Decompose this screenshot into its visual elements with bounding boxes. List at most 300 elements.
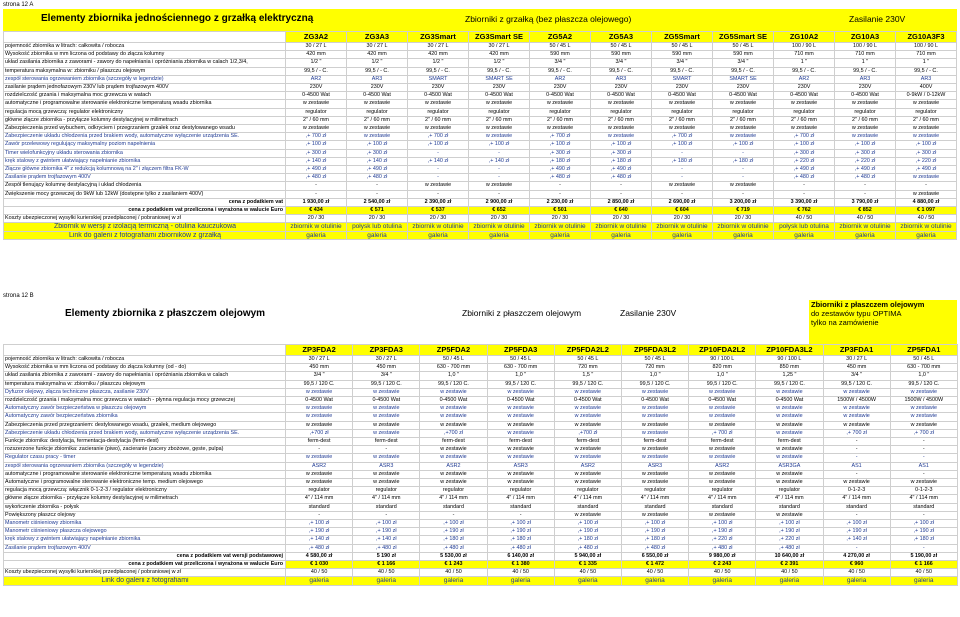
insulation-link[interactable]: połysk lub otulina: [774, 223, 835, 231]
table-cell: ,+ 180 zł: [554, 536, 621, 544]
optima-box-line: do zestawów typu OPTIMA: [811, 309, 902, 318]
euro-price-cell: € 852: [835, 207, 896, 215]
row-label: kręk stalowy z gwintem ułatwiający napełnianie zbiornika: [4, 157, 286, 165]
table-cell: 590 mm: [591, 51, 652, 59]
table-cell: ,+ 100 zł: [286, 141, 347, 149]
price-cell: 2 850,00 zł: [591, 198, 652, 206]
table-cell: 4" / 114 mm: [353, 495, 420, 503]
table-cell: w zestawie: [408, 125, 469, 133]
table-cell: AR2: [530, 75, 591, 83]
table-cell: w zestawie: [896, 133, 957, 141]
table-cell: 99,5 / 120 C.: [353, 380, 420, 388]
table-cell: 99,5 / - C.: [896, 67, 957, 75]
euro-price-cell: € 501: [530, 207, 591, 215]
table-cell: ,+ 700 zł: [774, 133, 835, 141]
gallery-link[interactable]: galeria: [347, 231, 408, 239]
table-cell: 230V: [591, 84, 652, 92]
table-cell: w zestawie: [408, 182, 469, 190]
row-label: rozszerzone funkcje zbiornika: zacieranie (piwo), zacieranie (zacery zbożowe, gęste, pulpa): [4, 446, 286, 454]
table-cell: regulator: [756, 487, 823, 495]
table-cell: 3/4 ": [530, 59, 591, 67]
gallery-link[interactable]: galeria: [823, 577, 890, 585]
gallery-link[interactable]: galeria: [487, 577, 554, 585]
table-cell: AR3: [591, 75, 652, 83]
table-cell: -: [408, 190, 469, 198]
gallery-link[interactable]: galeria: [689, 577, 756, 585]
table-cell: w zestawie: [713, 100, 774, 108]
table-row: [4, 528, 958, 536]
table-cell: 1/2 ": [347, 59, 408, 67]
table-cell: -: [347, 190, 408, 198]
table-cell: w zestawie: [420, 413, 487, 421]
gallery-link[interactable]: galeria: [420, 577, 487, 585]
table-row: [4, 116, 957, 124]
table-cell: w zestawie: [554, 479, 621, 487]
table-cell: -: [713, 174, 774, 182]
insulation-link[interactable]: połysk lub otulina: [347, 223, 408, 231]
table-cell: -: [713, 190, 774, 198]
table-row: [4, 190, 957, 198]
table-cell: w zestawie: [835, 125, 896, 133]
insulation-link[interactable]: zbiornik w otulinie: [713, 223, 774, 231]
table-cell: w zestawie: [420, 388, 487, 396]
table-cell: ,+ 480 zł: [756, 544, 823, 552]
table-cell: ,+ 100 zł: [689, 520, 756, 528]
table-row: [4, 182, 957, 190]
table-cell: regulator: [835, 108, 896, 116]
table-cell: ,+ 140 zł: [353, 536, 420, 544]
table-cell: 1/2 ": [469, 59, 530, 67]
table-cell: 99,5 / - C.: [713, 67, 774, 75]
table-cell: ,+ 100 zł: [896, 141, 957, 149]
table-cell: w zestawie: [469, 133, 530, 141]
table-cell: w zestawie: [554, 413, 621, 421]
euro-price-row-label: cena z podatkiem vat przeliczona i wyrażona w walucie Euro: [4, 561, 286, 569]
table-cell: ferm-dest: [554, 438, 621, 446]
table-cell: ,+ 180 zł: [591, 157, 652, 165]
table-cell: 99,5 / 120 C.: [621, 380, 688, 388]
table-cell: w zestawie: [420, 421, 487, 429]
price-row-label: cena z podatkiem vat wersji podstawowej: [4, 552, 286, 560]
gallery-link[interactable]: galeria: [408, 231, 469, 239]
table-cell: AR3: [896, 75, 957, 83]
table-cell: ,+ 480 zł: [286, 174, 347, 182]
table-row: [4, 405, 958, 413]
row-label: automatyczne i programowalne sterowanie elektroniczne temperaturą wsadu zbiornika: [4, 100, 286, 108]
section-a-table: [3, 31, 957, 240]
model-code-header: ZP10FDA3L2: [756, 345, 823, 356]
table-cell: 450 mm: [823, 364, 890, 372]
table-cell: w zestawie: [286, 125, 347, 133]
table-cell: standard: [554, 503, 621, 511]
table-cell: ,+ 480 zł: [487, 544, 554, 552]
table-cell: ,+ 480 zł: [554, 544, 621, 552]
table-cell: -: [774, 182, 835, 190]
table-cell: 99,5 / - C.: [469, 67, 530, 75]
table-cell: 30 / 27 L: [353, 356, 420, 364]
table-cell: 4" / 114 mm: [487, 495, 554, 503]
table-cell: w zestawie: [554, 470, 621, 478]
table-cell: ,+ 490 zł: [530, 166, 591, 174]
table-cell: 0-4500 Wat: [835, 92, 896, 100]
table-cell: 0-4500 Wat: [621, 397, 688, 405]
table-cell: AR2: [286, 75, 347, 83]
gallery-link[interactable]: galeria: [554, 577, 621, 585]
table-cell: 4" / 114 mm: [823, 495, 890, 503]
row-label: rozdzielczość grzania i maksymalna moc grzewcza w watach - płynna regulacja mocy grzewczej: [4, 397, 286, 405]
insulation-link[interactable]: zbiornik w otulinie: [530, 223, 591, 231]
price-row: [4, 198, 957, 206]
table-cell: w zestawie: [286, 479, 353, 487]
insulation-link[interactable]: zbiornik w otulinie: [408, 223, 469, 231]
table-cell: 710 mm: [835, 51, 896, 59]
table-cell: standard: [286, 503, 353, 511]
table-cell: -: [469, 149, 530, 157]
table-cell: regulator: [469, 108, 530, 116]
table-cell: ,+ 100 zł: [347, 141, 408, 149]
table-cell: 99,5 / 120 C.: [689, 380, 756, 388]
optima-box-title: Zbiorniki z płaszczem olejowym: [811, 300, 925, 309]
euro-price-cell: € 604: [652, 207, 713, 215]
table-row: [4, 67, 957, 75]
table-cell: ,+ 700 zł: [286, 133, 347, 141]
table-cell: ,+ 180 zł: [530, 157, 591, 165]
gallery-link[interactable]: galeria: [652, 231, 713, 239]
euro-price-cell: € 1 030: [286, 561, 353, 569]
gallery-link[interactable]: galeria: [713, 231, 774, 239]
table-cell: ,+ 100 zł: [530, 141, 591, 149]
insulation-link[interactable]: zbiornik w otulinie: [286, 223, 347, 231]
table-cell: standard: [823, 503, 890, 511]
table-cell: 2" / 60 mm: [835, 116, 896, 124]
row-label: Powiększony płaszcz olejowy: [4, 511, 286, 519]
table-cell: w zestawie: [286, 388, 353, 396]
table-cell: w zestawie: [621, 511, 688, 519]
table-row: [4, 43, 957, 51]
table-cell: -: [286, 511, 353, 519]
table-cell: ,+ 140 zł: [286, 157, 347, 165]
table-cell: 0-4500 Wat: [713, 92, 774, 100]
section-a-header: [3, 9, 957, 31]
table-cell: w zestawie: [652, 125, 713, 133]
table-cell: ,+ 180 zł: [652, 157, 713, 165]
table-cell: 100 / 90 L: [896, 43, 957, 51]
row-label: regulacja mocą grzewczą: włącznik 0-1-2-3 / regulator elektroniczny: [4, 487, 286, 495]
table-cell: -: [286, 190, 347, 198]
table-cell: regulator: [286, 108, 347, 116]
table-cell: ASR3: [353, 462, 420, 470]
insulation-link[interactable]: zbiornik w otulinie: [469, 223, 530, 231]
table-cell: 1,0 ": [689, 372, 756, 380]
table-cell: regulator: [689, 487, 756, 495]
table-cell: w zestawie: [353, 454, 420, 462]
table-cell: w zestawie: [835, 100, 896, 108]
table-cell: 420 mm: [408, 51, 469, 59]
table-cell: 1/2 ": [286, 59, 347, 67]
insulation-link-row-label: Zbiornik w wersji z izolacją termiczną - otulina kauczukowa: [4, 223, 286, 231]
table-cell: 100 / 90 L: [835, 43, 896, 51]
table-cell: -: [530, 182, 591, 190]
table-cell: w zestawie: [774, 125, 835, 133]
euro-price-cell: € 2 391: [756, 561, 823, 569]
shipping-cell: 20 / 30: [591, 215, 652, 223]
table-cell: 0-4500 Wat: [469, 92, 530, 100]
model-code-header: ZG5A3: [591, 32, 652, 43]
row-label: Automatyczny zawór bezpieczeństwa zbiornika: [4, 413, 286, 421]
price-cell: 4 270,00 zł: [823, 552, 890, 560]
price-cell: 5 530,00 zł: [420, 552, 487, 560]
euro-price-row-label: cena z podatkiem vat przeliczona i wyrażona w walucie Euro: [4, 207, 286, 215]
gallery-link[interactable]: galeria: [756, 577, 823, 585]
shipping-cell: 40 / 50: [420, 569, 487, 577]
table-cell: 50 / 45 L: [591, 43, 652, 51]
table-cell: regulator: [652, 108, 713, 116]
table-cell: -: [420, 511, 487, 519]
table-cell: ,+ 190 zł: [554, 528, 621, 536]
table-cell: ,+ 100 zł: [286, 520, 353, 528]
gallery-link[interactable]: galeria: [774, 231, 835, 239]
model-code-header: ZP5FDA3L2: [621, 345, 688, 356]
shipping-cell: 40 / 50: [835, 215, 896, 223]
table-cell: ASR2: [689, 462, 756, 470]
table-cell: w zestawie: [469, 100, 530, 108]
table-cell: -: [713, 166, 774, 174]
table-cell: 0-4500 Wat: [591, 92, 652, 100]
shipping-row-label: Koszty ubezpieczonej wysyłki kurierskiej przedpłaconej / pobraniowej w zł: [4, 569, 286, 577]
table-cell: w zestawie: [286, 405, 353, 413]
table-cell: w zestawie: [756, 479, 823, 487]
table-cell: ,+ 700 zł: [652, 133, 713, 141]
row-label: Zabezpieczenie układu chłodzenia przed brakiem wody, automatyczne wyłączenie urządzenia SE.: [4, 429, 286, 437]
table-cell: -: [353, 446, 420, 454]
table-cell: 1,0 ": [890, 372, 957, 380]
table-cell: w zestawie: [756, 413, 823, 421]
table-cell: w zestawie: [353, 470, 420, 478]
table-cell: w zestawie: [823, 405, 890, 413]
gallery-link[interactable]: galeria: [530, 231, 591, 239]
table-cell: ASR2: [554, 462, 621, 470]
row-label: automatyczne i programowalne sterowanie elektroniczne temperaturą wsadu zbiornika: [4, 470, 286, 478]
table-cell: 2" / 60 mm: [713, 116, 774, 124]
table-cell: 30 / 27 L: [347, 43, 408, 51]
table-cell: standard: [420, 503, 487, 511]
table-cell: -: [890, 446, 957, 454]
row-label: Zabezpieczenia przed przegrzaniem: destylowanego wsadu, grzałek, medium olejowego: [4, 421, 286, 429]
table-cell: ,+ 100 zł: [835, 141, 896, 149]
row-label: Zespół tlenujący kolumnę destylacyjną i układ chłodzenia: [4, 182, 286, 190]
gallery-link-row: [4, 577, 958, 585]
table-cell: w zestawie: [756, 421, 823, 429]
table-cell: 590 mm: [530, 51, 591, 59]
table-cell: ,+ 100 zł: [554, 520, 621, 528]
table-cell: w zestawie: [591, 100, 652, 108]
table-cell: 820 mm: [689, 364, 756, 372]
model-code-header: ZG10A3: [835, 32, 896, 43]
table-cell: -: [469, 174, 530, 182]
table-cell: -: [286, 182, 347, 190]
euro-price-cell: € 1 380: [487, 561, 554, 569]
shipping-cell: 40 / 50: [774, 215, 835, 223]
table-cell: 50 / 45 L: [652, 43, 713, 51]
table-cell: -: [530, 190, 591, 198]
table-cell: 590 mm: [652, 51, 713, 59]
model-code-header: ZP3FDA3: [353, 345, 420, 356]
table-cell: ASR3: [621, 462, 688, 470]
table-cell: ferm-dest: [621, 438, 688, 446]
euro-price-cell: € 640: [591, 207, 652, 215]
table-cell: 230V: [652, 84, 713, 92]
table-cell: standard: [689, 503, 756, 511]
table-cell: ,+ 490 zł: [835, 166, 896, 174]
euro-price-cell: € 960: [823, 561, 890, 569]
table-row: [4, 511, 958, 519]
row-label: zespół sterowania ogrzewaniem zbiornika (szczegóły w legendzie): [4, 75, 286, 83]
insulation-link[interactable]: zbiornik w otulinie: [896, 223, 957, 231]
section-b-title: Elementy zbiornika z płaszczem olejowym: [65, 308, 266, 319]
table-cell: ,+ 100 zł: [621, 520, 688, 528]
table-cell: -: [652, 174, 713, 182]
table-cell: ,+ 700 zł: [823, 429, 890, 437]
row-label: pojemność zbiornika w litrach: całkowita / robocza: [4, 356, 286, 364]
model-code-header: ZP5FDA1: [890, 345, 957, 356]
gallery-link[interactable]: galeria: [835, 231, 896, 239]
gallery-link[interactable]: galeria: [591, 231, 652, 239]
table-cell: SMART: [408, 75, 469, 83]
price-row: [4, 552, 958, 560]
table-cell: -: [591, 182, 652, 190]
model-code-header: ZG5Smart SE: [713, 32, 774, 43]
table-cell: ,+ 100 zł: [774, 141, 835, 149]
table-cell: w zestawie: [554, 421, 621, 429]
shipping-row: [4, 215, 957, 223]
euro-price-row: [4, 561, 958, 569]
table-cell: ,+ 220 zł: [774, 157, 835, 165]
table-cell: -: [823, 511, 890, 519]
table-cell: w zestawie: [621, 454, 688, 462]
price-cell: 2 540,00 zł: [347, 198, 408, 206]
row-label: Funkcje zbiornika: destylacja, fermentacja-destylacja (ferm-dest): [4, 438, 286, 446]
table-cell: 590 mm: [713, 51, 774, 59]
table-row: [4, 421, 958, 429]
table-cell: 100 / 90 L: [774, 43, 835, 51]
table-cell: ,+ 100 zł: [756, 520, 823, 528]
table-cell: regulator: [286, 487, 353, 495]
table-cell: -: [823, 446, 890, 454]
row-label: Złącze główne zbiornika 4" z redukcją kolumnową na 2" i złączem filtra FK-W: [4, 166, 286, 174]
table-cell: 0-4500 Wat: [408, 92, 469, 100]
corner-cell: [4, 32, 286, 43]
euro-price-cell: € 2 243: [689, 561, 756, 569]
table-cell: 90 / 100 L: [756, 356, 823, 364]
shipping-cell: 20 / 30: [408, 215, 469, 223]
gallery-link[interactable]: galeria: [469, 231, 530, 239]
row-label: główne złącze zbiornika - przyłącze kolumny destylacyjnej w milimetrach: [4, 116, 286, 124]
table-row: [4, 141, 957, 149]
table-cell: w zestawie: [896, 100, 957, 108]
table-cell: w zestawie: [713, 182, 774, 190]
table-cell: ,+ 190 zł: [756, 528, 823, 536]
table-cell: -: [487, 511, 554, 519]
table-cell: SMART SE: [469, 75, 530, 83]
table-row: [4, 429, 958, 437]
table-cell: w zestawie: [487, 479, 554, 487]
table-row: [4, 380, 958, 388]
shipping-cell: 20 / 30: [347, 215, 408, 223]
table-cell: 50 / 45 L: [487, 356, 554, 364]
table-row: [4, 174, 957, 182]
insulation-link[interactable]: zbiornik w otulinie: [591, 223, 652, 231]
table-cell: ,+ 480 zł: [835, 174, 896, 182]
table-cell: w zestawie: [774, 100, 835, 108]
table-cell: standard: [487, 503, 554, 511]
shipping-cell: 20 / 30: [469, 215, 530, 223]
row-label: Wysokość zbiornika w mm liczona od podstawy do złącza kolumny: [4, 51, 286, 59]
gallery-link[interactable]: galeria: [896, 231, 957, 239]
table-cell: w zestawie: [689, 421, 756, 429]
table-cell: 99,5 / 120 C.: [756, 380, 823, 388]
corner-cell: [4, 345, 286, 356]
table-cell: w zestawie: [353, 405, 420, 413]
row-label: wykończenie zbiornika - połysk: [4, 503, 286, 511]
model-code-header: ZP5FDA2L2: [554, 345, 621, 356]
table-cell: w zestawie: [487, 454, 554, 462]
table-cell: 450 mm: [353, 364, 420, 372]
table-row: [4, 495, 958, 503]
gallery-link[interactable]: galeria: [353, 577, 420, 585]
section-a-title: Elementy zbiornika jednościennego z grzałką elektryczną: [41, 13, 314, 24]
gallery-link[interactable]: galeria: [621, 577, 688, 585]
gallery-link[interactable]: galeria: [890, 577, 957, 585]
row-label: temperatura maksymalna w: zbiorniku / płaszczu olejowym: [4, 67, 286, 75]
table-cell: ,+ 140 zł: [469, 157, 530, 165]
table-cell: w zestawie: [896, 174, 957, 182]
table-cell: standard: [756, 503, 823, 511]
euro-price-cell: € 571: [347, 207, 408, 215]
table-cell: 50 / 45 L: [713, 43, 774, 51]
table-cell: w zestawie: [756, 446, 823, 454]
gallery-link[interactable]: galeria: [286, 231, 347, 239]
table-cell: AR3: [835, 75, 896, 83]
table-cell: -: [774, 190, 835, 198]
table-cell: ,+ 480 zł: [347, 174, 408, 182]
table-row: [4, 84, 957, 92]
table-cell: 2" / 60 mm: [530, 116, 591, 124]
table-cell: 4" / 114 mm: [286, 495, 353, 503]
table-row: [4, 438, 958, 446]
model-code-header: ZG3A3: [347, 32, 408, 43]
model-code-header: ZP5FDA2: [420, 345, 487, 356]
table-cell: ,+ 180 zł: [487, 536, 554, 544]
table-cell: w zestawie: [487, 421, 554, 429]
table-cell: 0-4500 Wat: [756, 397, 823, 405]
insulation-link[interactable]: zbiornik w otulinie: [835, 223, 896, 231]
table-cell: 420 mm: [286, 51, 347, 59]
table-cell: w zestawie: [286, 470, 353, 478]
row-label: Regulator czasu pracy - timer: [4, 454, 286, 462]
insulation-link[interactable]: zbiornik w otulinie: [652, 223, 713, 231]
table-cell: ,+ 190 zł: [286, 528, 353, 536]
table-cell: regulator: [591, 108, 652, 116]
table-cell: w zestawie: [353, 388, 420, 396]
gallery-link[interactable]: galeria: [286, 577, 353, 585]
table-cell: w zestawie: [652, 100, 713, 108]
table-cell: -: [890, 544, 957, 552]
table-cell: -: [408, 149, 469, 157]
table-cell: -: [823, 454, 890, 462]
table-cell: w zestawie: [689, 479, 756, 487]
table-cell: ,+ 480 zł: [621, 544, 688, 552]
table-row: [4, 75, 957, 83]
